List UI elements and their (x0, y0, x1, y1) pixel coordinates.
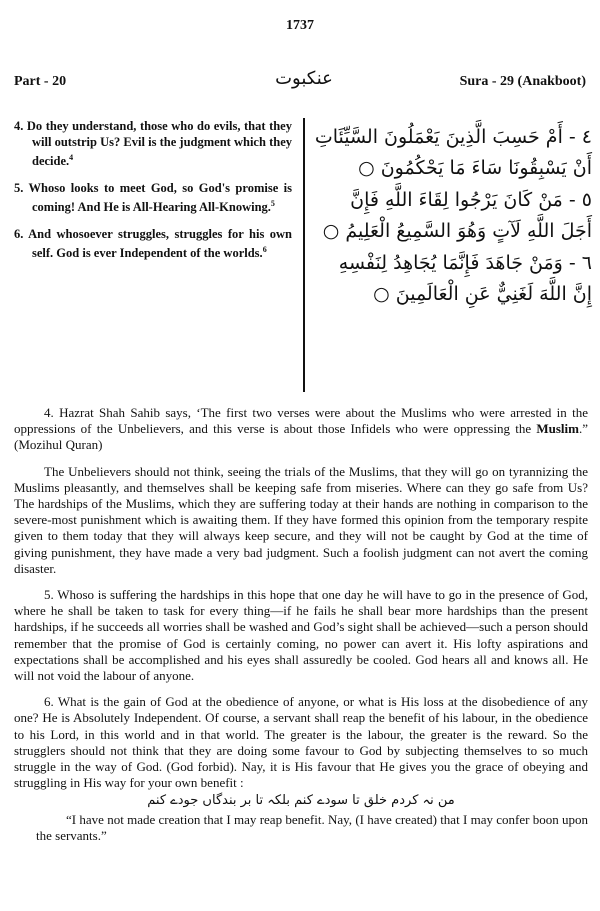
english-verses (14, 118, 292, 272)
persian-couplet: من نہ کردم خلق تا سودے کنم بلکہ تا بر بندگاں جودے کنم (147, 793, 455, 809)
commentary-paragraph-4: 4. Hazrat Shah Sahib says, ‘The first two verses were about the Muslims who were arrested in the oppressions of the Unbelievers, and this verse is about those Infidels who were oppressing the Muslim.” (Mozihul Quran) (14, 405, 589, 453)
arabic-verses (314, 122, 592, 311)
verse-5-english: 5. Whoso looks to meet God, so God's promise is coming! And He is All-Hearing All-Knowing.$^5$ (14, 181, 292, 215)
commentary-paragraph-5: 5. Whoso is suffering the hardships in this hope that one day he will have to go in the presence of God, where he shall be taken to task for every thing—if he fails he shall bear more hardships than the present hardships, if he succeeds all worries shall be washed and God’s sight shall be achieved—such a person should remember that the promise of God is certainly coming, no power can avert it. His lofty aspirations and expectations shall be accomplished and his eyes shall assuredly be cooled. God hears all and knows all. He will not void the labour of anyone. (14, 587, 588, 684)
footnote-marker: 6 (262, 245, 267, 255)
verse-4-english: 4. Do they understand, those who do evils, that they will outstrip Us? Evil is the judgment which they decide.$^4$ (14, 119, 292, 169)
verse-5-arabic: ٥ - مَنْ كَانَ يَرْجُوا لِقَاءَ اللَّهِ فَإِنَّ أَجَلَ اللَّهِ لَآتٍ وَهُوَ السَّمِيعُ الْعَلِيمُ ○ (322, 189, 592, 242)
footnote-marker: 4 (69, 153, 74, 162)
commentary (14, 405, 588, 854)
running-header (14, 68, 586, 96)
verse-6-english: 6. And whosoever struggles, struggles for his own self. God is ever Independent of the worlds.$^6$ (14, 227, 292, 261)
column-divider (303, 118, 305, 392)
footnote-marker: 5 (270, 199, 275, 209)
verse-4-arabic: ٤ - أَمْ حَسِبَ الَّذِينَ يَعْمَلُونَ السَّيِّئَاتِ أَنْ يَسْبِقُونَا سَاءَ مَا يَحْكُمُونَ ○ (314, 126, 592, 179)
surah-name-urdu: عنکبوت (275, 68, 333, 89)
page-number: 1737 (286, 18, 314, 33)
sura-label: Sura - 29 (Anakboot) (459, 74, 586, 89)
verse-section (14, 118, 594, 392)
commentary-paragraph-unbelievers: The Unbelievers should not think, seeing the trials of the Muslims, that they will go on tyrannizing the Muslims pleasantly, and themselves shall be keeping safe from miseries. Where can they go safe from Us? The hardships of the Muslims, which they are suffering today at their hands are nothing in comparison to the severe-most punishment which is awaiting them. If they have formed this opinion from the temporary respite given to them today that they will always keep secure, and they will not be caught by God at the time of giving punishment, they have made a very bad judgment. Such a foolish judgment can not avert the coming disaster. (14, 463, 588, 576)
verse-6-arabic: ٦ - وَمَنْ جَاهَدَ فَإِنَّمَا يُجَاهِدُ لِنَفْسِهِ إِنَّ اللَّهَ لَغَنِيٌّ عَنِ الْعَالَمِينَ ○ (338, 252, 592, 305)
commentary-paragraph-6: 6. What is the gain of God at the obedience of anyone, or what is His loss at the disobedience of any one? He is Absolutely Independent. Of course, a servant shall reap the benefit of his labour, in the obedience to his Lord, in this world and in that world. The greater is the labour, the greater is the reward. So the strugglers should not think that they are doing some favour to God by subjecting themselves to so much struggle in the way of God. (God forbid). Nay, it is His favour that He gives you the grace of obeying and struggling in His way for your own benefit : (14, 694, 588, 791)
couplet-translation: “I have not made creation that I may reap benefit. Nay, (I have created) that I may confer boon upon the servants.” (36, 811, 588, 843)
part-label: Part - 20 (14, 74, 67, 89)
bold-term: Muslim (536, 421, 579, 437)
